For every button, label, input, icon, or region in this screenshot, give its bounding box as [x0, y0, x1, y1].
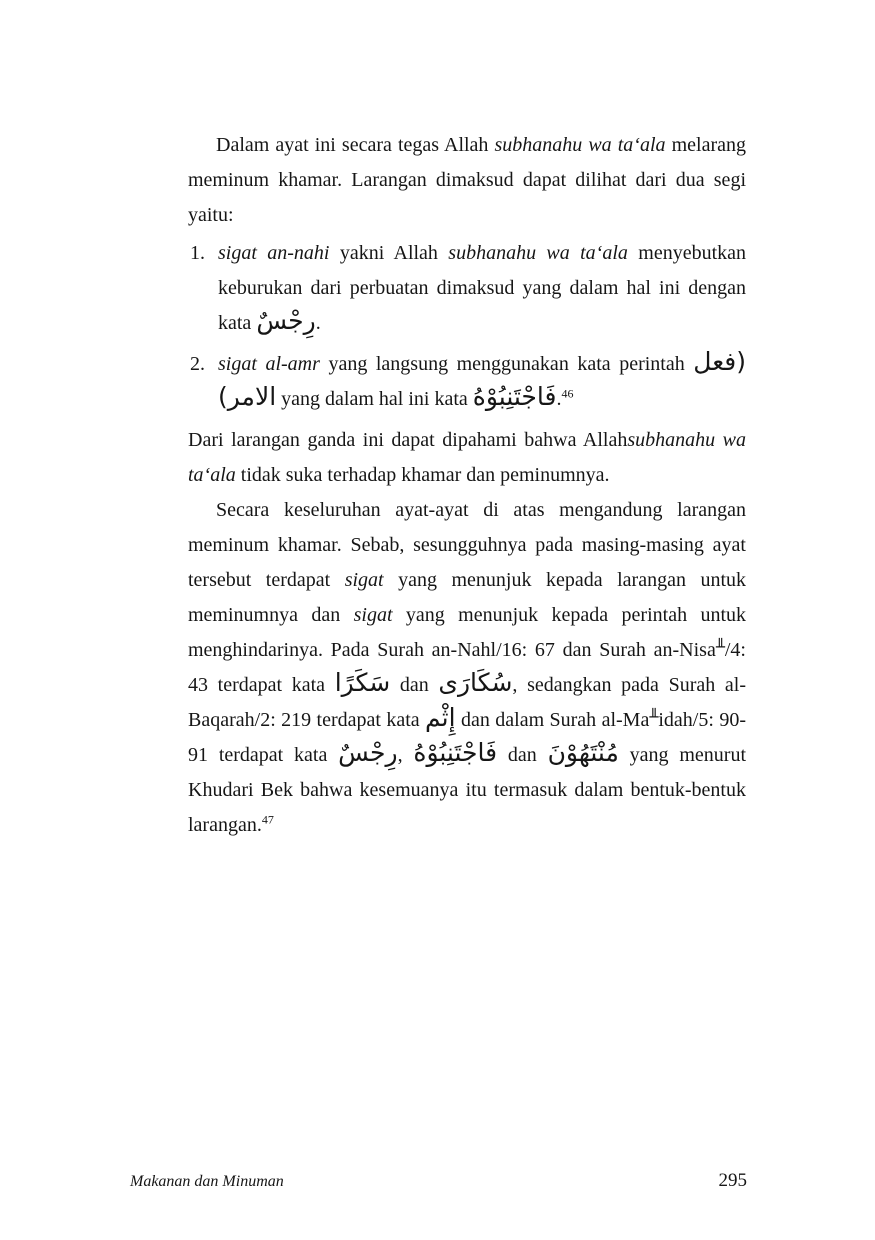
text-segment: yang menunjuk kepada perintah untuk menghindarinya. Pada Surah an-Nahl/16: 67 dan Surah an-Nisa	[188, 604, 746, 661]
arabic-word: سُكَارَى	[438, 668, 513, 697]
paragraph-summary	[188, 493, 746, 843]
text-segment: dan	[497, 744, 548, 766]
text-segment: dan dalam Surah al-Ma	[455, 709, 650, 731]
text-segment: yakni Allah	[329, 242, 449, 264]
text-segment: yang menunjuk kepada larangan untuk meminumnya dan	[188, 569, 747, 626]
text-segment: /4: 43 terdapat kata	[188, 639, 746, 696]
text-segment: .	[556, 388, 562, 410]
arabic-word: فَاجْتَنِبُوْهُ	[472, 382, 557, 411]
italic-term: sigat	[353, 604, 393, 626]
italic-term: subhanahu wa ta‘ala	[448, 242, 628, 264]
arabic-word: رِجْسٌ	[256, 306, 316, 335]
paragraph-conclusion	[188, 423, 746, 493]
italic-term: sigat al-amr	[218, 353, 320, 375]
text-segment: ,	[397, 744, 414, 766]
running-title: Makanan dan Minuman	[130, 1173, 284, 1190]
text-segment: tidak suka terhadap khamar dan peminumnya.	[235, 464, 610, 486]
arabic-word: سَكَرًا	[334, 668, 391, 697]
diacritic-glyph: ╨	[715, 638, 725, 656]
page-number: 295	[718, 1170, 747, 1191]
italic-term: subhanahu wa ta‘ala	[188, 429, 746, 486]
footnote-ref-47: 47	[261, 812, 274, 827]
list-item-2	[188, 347, 746, 417]
text-segment: Secara keseluruhan ayat-ayat di atas mengandung larangan meminum khamar. Sebab, sesungguhnya pada masing-masing ayat tersebut terdapat	[188, 499, 746, 591]
text-segment: yang langsung menggunakan kata perintah	[319, 353, 694, 375]
italic-term: sigat	[344, 569, 384, 591]
italic-term: subhanahu wa ta‘ala	[494, 134, 666, 156]
text-segment: Dalam ayat ini secara tegas Allah	[216, 134, 495, 156]
text-segment: menyebutkan keburukan dari perbuatan dimaksud yang dalam hal ini dengan kata	[218, 242, 747, 334]
italic-term: sigat an-nahi	[218, 242, 330, 264]
text-segment: yang dalam hal ini kata	[276, 388, 473, 410]
text-segment: Dari larangan ganda ini dapat dipahami bahwa Allah	[188, 429, 628, 451]
arabic-word: فَاجْتَنِبُوْهُ	[413, 738, 498, 767]
text-segment: melarang meminum khamar. Larangan dimaksud dapat dilihat dari dua segi yaitu:	[188, 134, 746, 226]
arabic-phrase: (فعل الامر)	[218, 347, 746, 411]
list-number: 1.	[190, 242, 205, 264]
text-segment: .	[315, 312, 321, 334]
arabic-word: إِثْم	[425, 703, 456, 732]
arabic-word: مُنْتَهُوْنَ	[547, 738, 619, 767]
text-segment: idah/5: 90-91 terdapat kata	[188, 709, 746, 766]
list-number: 2.	[190, 353, 205, 375]
paragraph-intro	[188, 128, 746, 233]
page-content	[188, 128, 746, 843]
text-segment: dan	[390, 674, 439, 696]
text-segment: , sedangkan pada Surah al-Baqarah/2: 219 terdapat kata	[188, 674, 746, 731]
diacritic-glyph: ╨	[649, 708, 659, 726]
list-item-1	[188, 236, 746, 341]
footnote-ref-46: 46	[561, 386, 574, 401]
text-segment: yang menurut Khudari Bek bahwa kesemuanya itu termasuk dalam bentuk-bentuk larangan.	[188, 744, 746, 836]
page-footer	[130, 1170, 747, 1192]
arabic-word: رِجْسٌ	[338, 738, 398, 767]
